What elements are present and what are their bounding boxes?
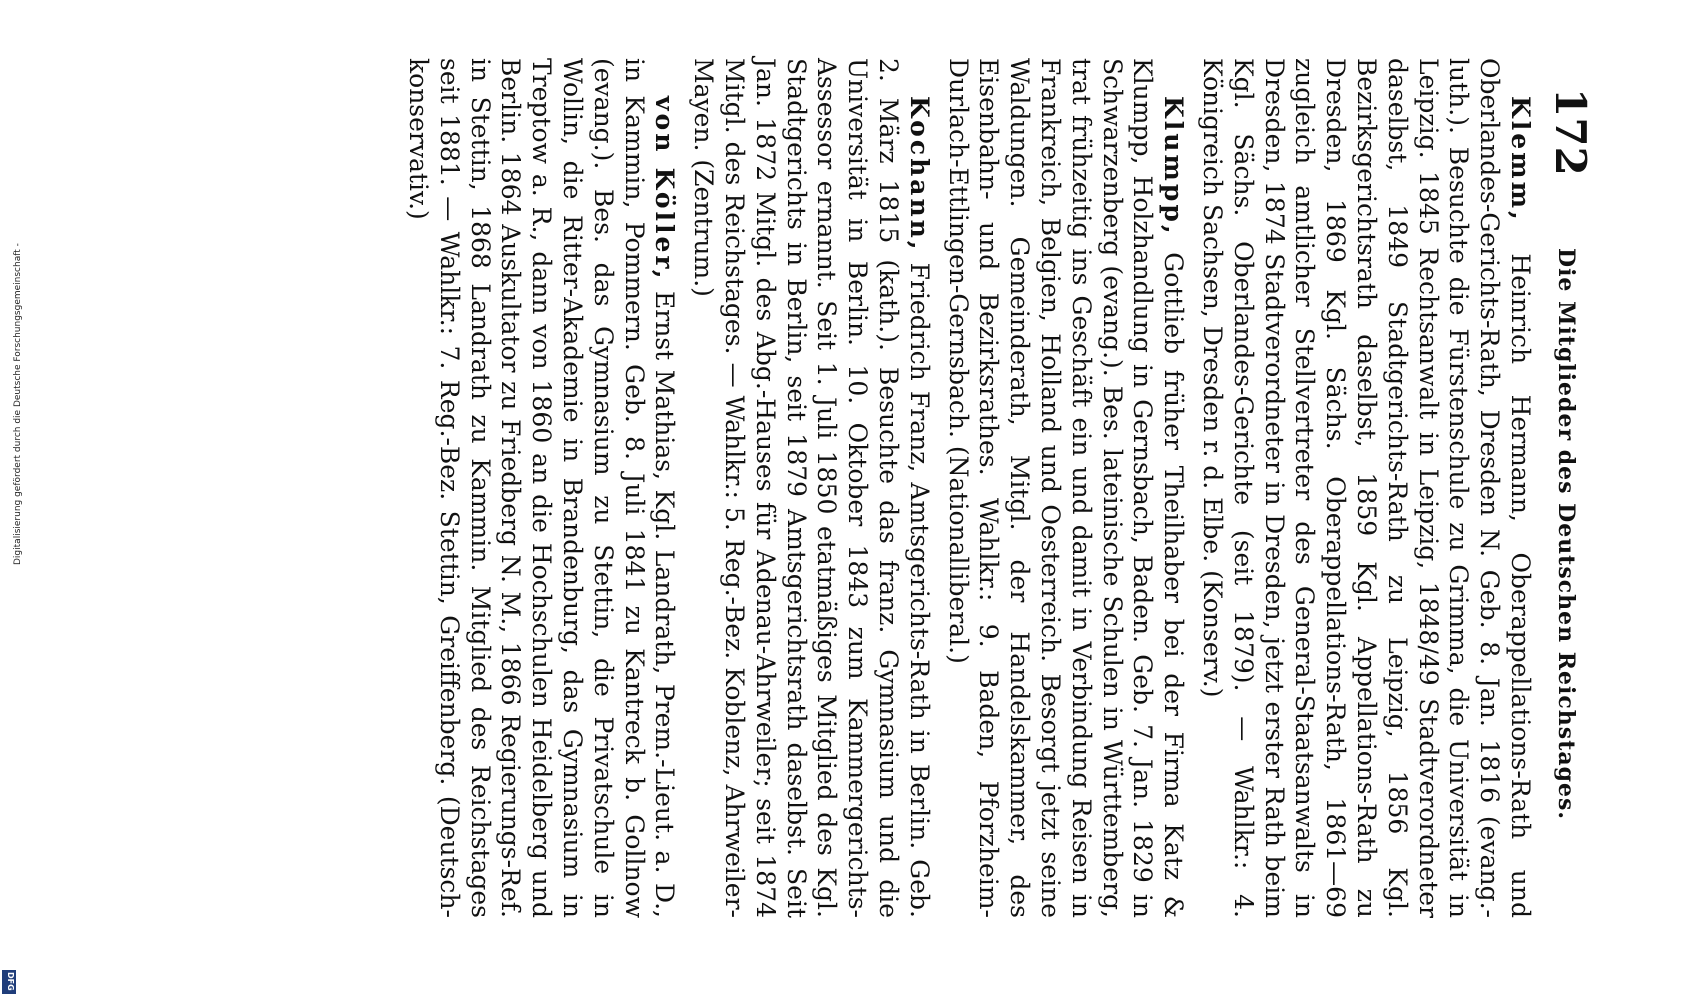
digitization-credit: Digitalisierung gefördert durch die Deutsche Forschungsgemeinschaft - <box>13 243 23 565</box>
scanned-page <box>115 28 1595 948</box>
member-biography: Friedrich Franz, Amtsgerichts-Rath in Berlin. Geb. 2. März 1815 (kath.). Besuchte das franz. Gymnasium und die Universität in Berlin. 10. Oktober 1843 zum Kammergerichts-Assessor ernannt. Seit 1. Juli 1850 etatmäßiges Mitglied des Kgl. Stadtgerichts in Berlin, seit 1879 Amtsgerichtsrath daselbst. Seit Jan. 1872 Mitgl. des Abg.-Hauses für Adenau-Ahrweiler; seit 1874 Mitgl. des Reichstages. — Wahlkr.: 5. Reg.-Bez. Koblenz, Ahrweiler-Mayen. (Zentrum.) <box>689 58 934 918</box>
member-biography: Heinrich Hermann, Oberappellations-Rath und Oberlandes-Gerichts-Rath, Dresden N. Geb. 8. Jan. 1816 (evang.-luth.). Besuchte die Fürstenschule zu Grimma, die Universität in Leipzig. 1845 Rechtsanwalt in Leipzig, 1848/49 Stadtverordneter daselbst, 1849 Stadtgerichts-Rath zu Leipzig, 1856 Kgl. Bezirksgerichtsrath daselbst, 1859 Kgl. Appellations-Rath zu Dresden, 1869 Kgl. Sächs. Oberappellations-Rath, 1861—69 zugleich amtlicher Stellvertreter des General-Staatsanwalts in Dresden, 1874 Stadtverordneter in Dresden, jetzt erster Rath beim Kgl. Sächs. Oberlandes-Gerichte (seit 1879). — Wahlkr.: 4. Königreich Sachsen, Dresden r. d. Elbe. (Konserv.) <box>1198 58 1535 918</box>
page-header <box>1546 28 1595 928</box>
member-name: Klemm, <box>1506 96 1535 223</box>
dfg-logo-label: DFG <box>6 972 15 991</box>
running-head: Die Mitglieder des Deutschen Reichstages. <box>1553 248 1579 821</box>
member-name: Klumpp, <box>1159 96 1189 237</box>
member-biography: Gottlieb früher Theilhaber bei der Firma Katz & Klumpp, Holzhandlung in Gernsbach, Baden. Geb. 7. Jan. 1829 in Schwarzenberg (evang.). Bes. lateinische Schulen in Württemberg, trat frühzeitig ins Geschäft ein und damit in Verbindung Reisen in Frankreich, Belgien, Holland und Oesterreich. Besorgt jetzt seine Waldungen. Gemeinderath, Mitgl. der Handelskammer, des Eisenbahn- und Bezirksrathes. Wahlkr.: 9. Baden, Pforzheim-Durlach-Ettlingen-Gernsbach. (Nationalliberal.) <box>943 58 1189 918</box>
member-entry <box>942 58 1188 918</box>
member-biography: Ernst Mathias, Kgl. Landrath, Prem.-Lieut. a. D., in Kammin, Pommern. Geb. 8. Juli 1841 zu Kantreck b. Gollnow (evang.). Bes. das Gymnasium zu Stettin, die Privatschule in Wollin, die Ritter-Akademie in Brandenburg, das Gymnasium in Treptow a. R., dann von 1860 an die Hochschulen Heidelberg und Berlin. 1864 Auskultator zu Friedberg N. M., 1866 Regierungs-Ref. in Stettin, 1868 Landrath zu Kammin. Mitglied des Reichstages seit 1881. — Wahlkr.: 7. Reg.-Bez. Stettin, Greiffenberg. (Deutsch-konservativ.) <box>404 58 680 918</box>
member-entry <box>402 58 679 918</box>
member-entries <box>394 58 1535 918</box>
dfg-credit-strip <box>0 0 23 1000</box>
member-entry <box>1196 58 1535 918</box>
dfg-logo <box>2 970 16 994</box>
member-name: von Köller, <box>650 96 680 282</box>
member-name: Kochann, <box>904 96 934 253</box>
member-entry <box>687 58 933 918</box>
page-number: 172 <box>1546 88 1595 176</box>
